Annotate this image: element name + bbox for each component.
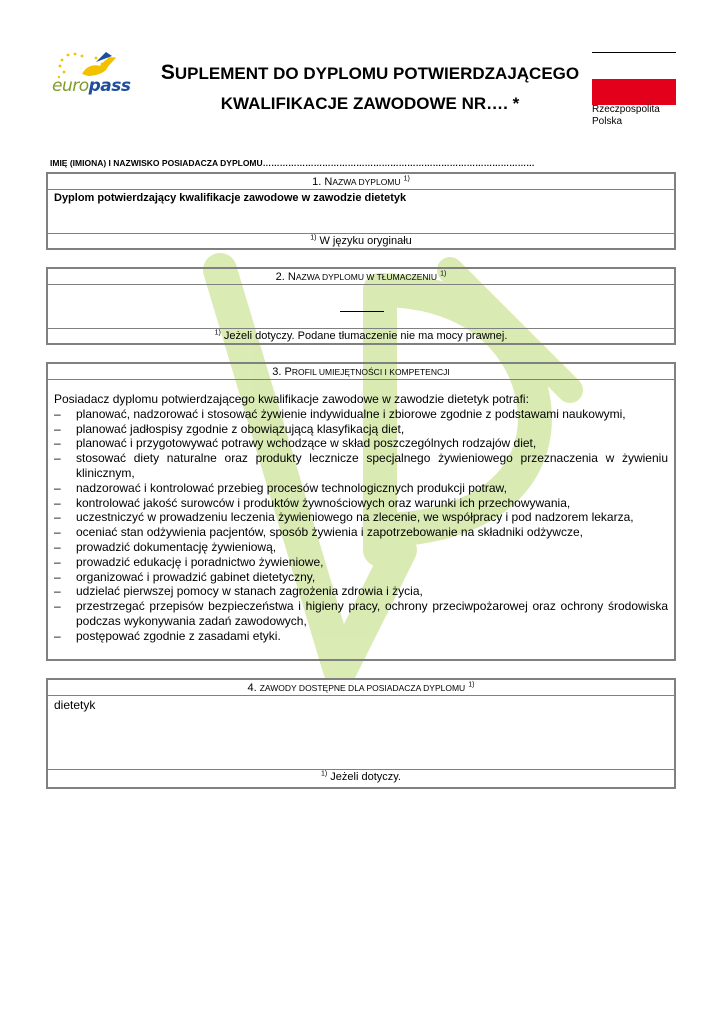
list-item: [54, 570, 668, 585]
heading-number: 3. P: [272, 366, 292, 378]
skill-text: prowadzić edukację i poradnictwo żywieniowe,: [76, 554, 324, 569]
occupations-value: dietetyk: [48, 696, 674, 770]
holder-name-line: IMIĘ (IMIONA) I NAZWISKO POSIADACZA DYPLOMU……………………………………………………………………………………: [50, 158, 535, 168]
section-heading: [48, 174, 674, 190]
footnote-marker: 1): [403, 175, 410, 183]
heading-text: AZWA DYPLOMU W TŁUMACZENIU: [295, 272, 438, 282]
bullet: –: [54, 569, 61, 584]
skill-text: planować jadłospisy zgodnie z obowiązującą klasyfikacją diet,: [76, 421, 405, 436]
title-line-2: KWALIFIKACJE ZAWODOWE NR…. *: [220, 94, 520, 113]
section-skills-profile: [46, 362, 676, 661]
bullet: –: [54, 584, 61, 599]
document-title: [160, 58, 580, 119]
heading-text: AZWA DYPLOMU: [332, 177, 401, 187]
skill-text: planować, nadzorować i stosować żywienie indywidualne i zbiorowe zgodnie z podstawami naukowymi,: [76, 406, 626, 421]
skill-text: przestrzegać przepisów bezpieczeństwa i higieny pracy, ochrony przeciwpożarowej oraz ochrony środowiska podczas wykonywania zadań zawodowych,: [76, 599, 668, 628]
flag-white-stripe: [592, 53, 676, 79]
footnote-text: Jeżeli dotyczy.: [327, 771, 401, 783]
bullet: –: [54, 451, 61, 466]
skill-text: oceniać stan odżywienia pacjentów, sposób żywienia i zapotrzebowanie na składniki odżywcze,: [76, 525, 583, 540]
europass-wordmark: [52, 76, 131, 96]
list-item: [54, 599, 668, 629]
list-item: [54, 584, 668, 599]
list-item: [54, 555, 668, 570]
skills-intro: Posiadacz dyplomu potwierdzającego kwalifikacje zawodowe w zawodzie dietetyk potrafi:: [54, 392, 529, 406]
footnote-marker: 1): [468, 681, 475, 689]
footnote-marker: 1): [320, 770, 328, 778]
country-line-1: Rzeczpospolita: [592, 104, 660, 115]
diploma-name-value: Dyplom potwierdzający kwalifikacje zawodowe w zawodzie dietetyk: [48, 190, 674, 234]
bullet: –: [54, 554, 61, 569]
polish-flag-icon: [592, 52, 676, 105]
footnote-marker: 1): [310, 234, 317, 242]
list-item: [54, 481, 668, 496]
footnote-marker: 1): [214, 329, 221, 337]
translation-value: [48, 285, 674, 329]
bullet: –: [54, 510, 61, 525]
bullet: –: [54, 421, 61, 436]
title-line-1: UPLEMENT DO DYPLOMU POTWIERDZAJĄCEGO: [174, 64, 580, 83]
bullet: –: [54, 480, 61, 495]
bullet: –: [54, 539, 61, 554]
footnote-marker: 1): [440, 270, 447, 278]
skills-content: [48, 380, 674, 644]
skill-text: postępować zgodnie z zasadami etyki.: [76, 628, 281, 643]
heading-text: ZAWODY DOSTĘPNE DLA POSIADACZA DYPLOMU: [259, 683, 466, 693]
section-footnote: [48, 329, 674, 344]
footnote-text: W języku oryginału: [316, 235, 412, 247]
skill-text: planować i przygotowywać potrawy wchodzące w skład poszczególnych rodzajów diet,: [76, 436, 537, 451]
logo-pass-text: pass: [88, 76, 131, 96]
list-item: [54, 451, 668, 481]
logo-euro-text: euro: [52, 76, 89, 96]
skill-text: organizować i prowadzić gabinet dietetyczny,: [76, 569, 316, 584]
section-available-occupations: [46, 678, 676, 789]
skill-text: prowadzić dokumentację żywieniową,: [76, 539, 277, 554]
section-diploma-translation: [46, 267, 676, 345]
heading-text: ROFIL UMIEJĘTNOŚCI I KOMPETENCJI: [291, 367, 450, 377]
footnote-text: Jeżeli dotyczy. Podane tłumaczenie nie ma mocy prawnej.: [220, 330, 508, 342]
list-item: [54, 525, 668, 540]
heading-number: 4.: [247, 682, 260, 694]
section-heading: [48, 364, 674, 380]
list-item: [54, 510, 668, 525]
bullet: –: [54, 599, 61, 614]
section-footnote: [48, 234, 674, 249]
title-initial: S: [160, 61, 175, 84]
list-item: [54, 629, 668, 644]
skill-text: uczestniczyć w prowadzeniu leczenia żywieniowego na zlecenie, we współpracy i pod nadzorem lekarza,: [76, 510, 634, 525]
bullet: –: [54, 436, 61, 451]
country-name: [592, 104, 660, 128]
bullet: –: [54, 628, 61, 643]
flag-red-stripe: [592, 79, 676, 105]
country-line-2: Polska: [592, 116, 623, 127]
skill-text: nadzorować i kontrolować przebieg procesów technologicznych produkcji potraw,: [76, 480, 507, 495]
empty-value-line: [340, 311, 384, 312]
list-item: [54, 540, 668, 555]
europass-logo: [50, 52, 150, 102]
section-footnote: [48, 770, 674, 785]
skill-text: kontrolować jakość surowców i produktów żywnościowych oraz warunki ich przechowywania,: [76, 495, 571, 510]
list-item: [54, 422, 668, 437]
heading-number: 2. N: [275, 271, 296, 283]
list-item: [54, 436, 668, 451]
section-heading: [48, 269, 674, 285]
list-item: [54, 407, 668, 422]
skill-text: udzielać pierwszej pomocy w stanach zagrożenia zdrowia i życia,: [76, 584, 423, 599]
bullet: –: [54, 525, 61, 540]
heading-number: 1. N: [312, 176, 333, 188]
skills-list: [54, 407, 668, 644]
list-item: [54, 496, 668, 511]
bullet: –: [54, 495, 61, 510]
section-heading: [48, 680, 674, 696]
section-diploma-name: [46, 172, 676, 250]
bullet: –: [54, 406, 61, 421]
skill-text: stosować diety naturalne oraz produkty lecznicze specjalnego żywieniowego przeznaczenia w żywieniu klinicznym,: [76, 451, 668, 480]
